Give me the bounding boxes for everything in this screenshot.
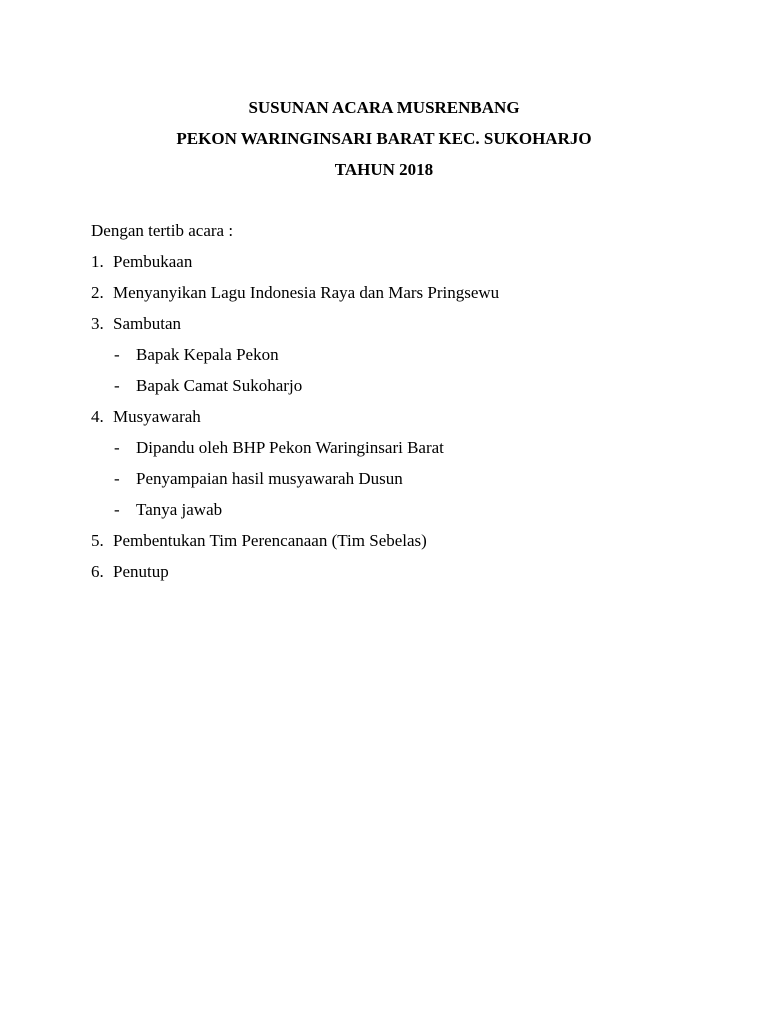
- agenda-item-4: [91, 401, 711, 432]
- item-text: Penutup: [113, 562, 169, 581]
- item-text: Pembukaan: [113, 252, 193, 271]
- item-number: 3.: [91, 314, 104, 333]
- item-text: Menyanyikan Lagu Indonesia Raya dan Mars Pringsewu: [113, 283, 500, 302]
- item-number: 2.: [91, 283, 104, 302]
- agenda-subitem: [91, 339, 711, 370]
- agenda-body: [91, 215, 711, 587]
- agenda-item-1: [91, 246, 711, 277]
- subitem-text: Dipandu oleh BHP Pekon Waringinsari Barat: [136, 438, 444, 457]
- dash-bullet: -: [114, 438, 120, 457]
- dash-bullet: -: [114, 500, 120, 519]
- item-text: Sambutan: [113, 314, 181, 333]
- subitem-text: Tanya jawab: [136, 500, 223, 519]
- subitem-text: Bapak Kepala Pekon: [136, 345, 279, 364]
- title-line-3: TAHUN 2018: [334, 160, 434, 179]
- subitem-text: Bapak Camat Sukoharjo: [136, 376, 303, 395]
- agenda-item-3: [91, 308, 711, 339]
- item-text: Musyawarah: [113, 407, 201, 426]
- agenda-item-6: [91, 556, 711, 587]
- subitem-text: Penyampaian hasil musyawarah Dusun: [136, 469, 403, 488]
- agenda-subitem: [91, 370, 711, 401]
- agenda-subitem: [91, 432, 711, 463]
- agenda-subitem: [91, 463, 711, 494]
- agenda-subitem: [91, 494, 711, 525]
- item-number: 6.: [91, 562, 104, 581]
- dash-bullet: -: [114, 345, 120, 364]
- item-text: Pembentukan Tim Perencanaan (Tim Sebelas): [113, 531, 427, 550]
- agenda-item-2: [91, 277, 711, 308]
- title-line-1: SUSUNAN ACARA MUSRENBANG: [248, 98, 520, 117]
- dash-bullet: -: [114, 376, 120, 395]
- item-number: 4.: [91, 407, 104, 426]
- document-title: [0, 92, 768, 185]
- agenda-item-5: [91, 525, 711, 556]
- item-number: 5.: [91, 531, 104, 550]
- dash-bullet: -: [114, 469, 120, 488]
- item-number: 1.: [91, 252, 104, 271]
- title-line-2: PEKON WARINGINSARI BARAT KEC. SUKOHARJO: [176, 129, 592, 148]
- intro-text: Dengan tertib acara :: [91, 221, 234, 240]
